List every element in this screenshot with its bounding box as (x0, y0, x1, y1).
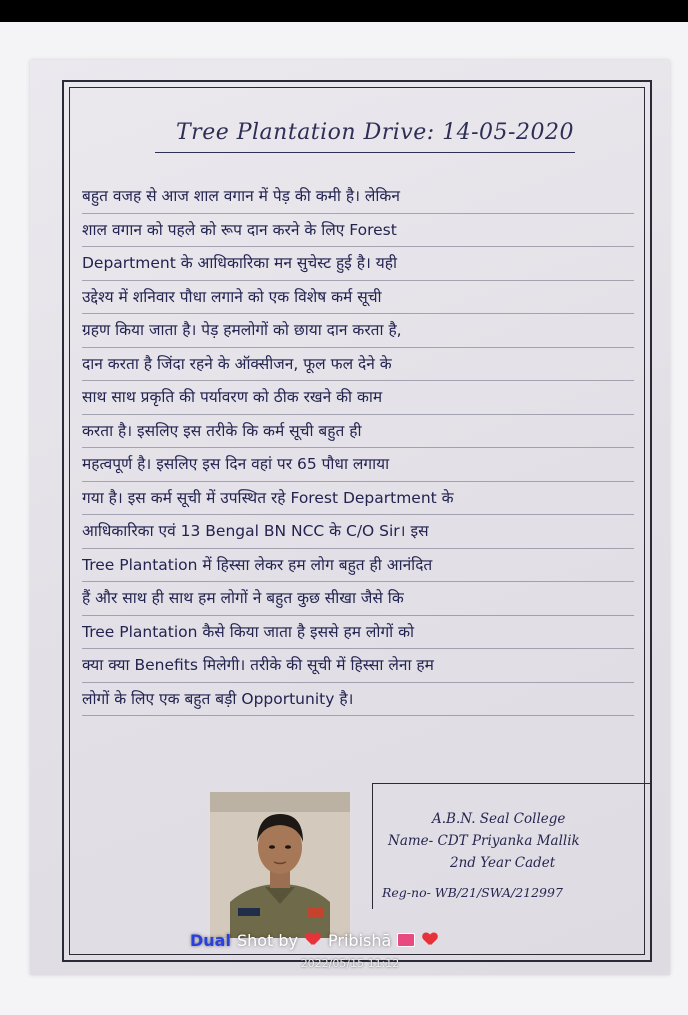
document-title: Tree Plantation Drive: 14-05-2020 (176, 120, 574, 145)
heart-icon (423, 933, 437, 947)
signature-box-left-line (372, 783, 373, 909)
handwritten-body (82, 180, 634, 716)
body-line: साथ साथ प्रकृति की पर्यावरण को ठीक रखने की काम (82, 381, 634, 415)
watermark-dual-label: Dual (190, 930, 231, 950)
body-line: Tree Plantation में हिस्सा लेकर हम लोग बहुत ही आनंदित (82, 549, 634, 583)
body-line: दान करता है जिंदा रहने के ऑक्सीजन, फूल फल देने के (82, 348, 634, 382)
body-line: शाल वगान को पहले को रूप दान करने के लिए Forest (82, 214, 634, 248)
body-line: गया है। इस कर्म सूची में उपस्थित रहे Forest Department के (82, 482, 634, 516)
body-line: आधिकारिका एवं 13 Bengal BN NCC के C/O Sir। इस (82, 515, 634, 549)
body-line: Tree Plantation कैसे किया जाता है इससे हम लोगों को (82, 616, 634, 650)
signature-box-top-line (372, 783, 650, 784)
cadet-photo (210, 792, 350, 938)
signature-block (380, 808, 648, 904)
cadet-name: Name- CDT Priyanka Mallik (388, 833, 580, 849)
body-line: Department के आधिकारिका मन सुचेस्ट हुई है। यही (82, 247, 634, 281)
top-black-bar (0, 0, 688, 22)
watermark-shot-by: Shot by (236, 930, 299, 950)
registration-number: Reg-no- WB/21/SWA/212997 (382, 885, 563, 900)
cadet-year: 2nd Year Cadet (450, 855, 556, 871)
body-line: बहुत वजह से आज शाल वगान में पेड़ की कमी है। लेकिन (82, 180, 634, 214)
photo-timestamp: 2022/05/15 11:12 (300, 957, 400, 970)
heart-box-icon (397, 933, 415, 947)
watermark-author: Pribishā (328, 930, 392, 950)
heart-icon (306, 933, 320, 947)
body-line: करता है। इसलिए इस तरीके कि कर्म सूची बहुत ही (82, 415, 634, 449)
body-line: हैं और साथ ही साथ हम लोगों ने बहुत कुछ सीखा जैसे कि (82, 582, 634, 616)
body-line: ग्रहण किया जाता है। पेड़ हमलोगों को छाया दान करता है, (82, 314, 634, 348)
college-name: A.B.N. Seal College (432, 811, 566, 827)
title-underline (155, 152, 575, 153)
body-line: महत्वपूर्ण है। इसलिए इस दिन वहां पर 65 पौधा लगाया (82, 448, 634, 482)
body-line: उद्देश्य में शनिवार पौधा लगाने को एक विशेष कर्म सूची (82, 281, 634, 315)
cadet-portrait-illustration (210, 792, 350, 938)
body-line: क्या क्या Benefits मिलेगी। तरीके की सूची में हिस्सा लेना हम (82, 649, 634, 683)
camera-watermark (190, 928, 530, 952)
body-line: लोगों के लिए एक बहुत बड़ी Opportunity है। (82, 683, 634, 717)
